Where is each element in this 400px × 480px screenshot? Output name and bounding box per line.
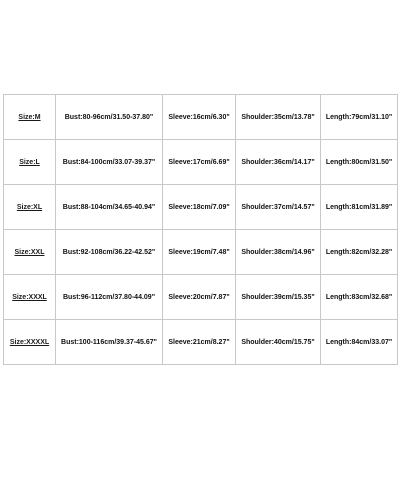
- bust-cell: Bust:100-116cm/39.37-45.67": [56, 320, 163, 365]
- shoulder-cell: Shoulder:38cm/14.96": [236, 230, 321, 275]
- size-cell: [4, 185, 56, 230]
- table-row: [4, 140, 398, 185]
- size-label: Size:M: [18, 113, 41, 121]
- shoulder-cell: Shoulder:37cm/14.57": [236, 185, 321, 230]
- size-cell: [4, 230, 56, 275]
- sleeve-cell: Sleeve:20cm/7.87": [163, 275, 236, 320]
- length-cell: Length:83cm/32.68": [321, 275, 398, 320]
- size-cell: [4, 95, 56, 140]
- length-cell: Length:79cm/31.10": [321, 95, 398, 140]
- table-row: [4, 230, 398, 275]
- size-label: Size:XXL: [14, 248, 45, 256]
- table-row: [4, 185, 398, 230]
- table-row: [4, 320, 398, 365]
- bust-cell: Bust:96-112cm/37.80-44.09": [56, 275, 163, 320]
- length-cell: Length:82cm/32.28": [321, 230, 398, 275]
- shoulder-cell: Shoulder:35cm/13.78": [236, 95, 321, 140]
- size-label: Size:XL: [16, 203, 43, 211]
- size-cell: [4, 140, 56, 185]
- sleeve-cell: Sleeve:17cm/6.69": [163, 140, 236, 185]
- size-cell: [4, 320, 56, 365]
- length-cell: Length:84cm/33.07": [321, 320, 398, 365]
- table-row: [4, 95, 398, 140]
- shoulder-cell: Shoulder:36cm/14.17": [236, 140, 321, 185]
- sleeve-cell: Sleeve:19cm/7.48": [163, 230, 236, 275]
- bust-cell: Bust:88-104cm/34.65-40.94": [56, 185, 163, 230]
- length-cell: Length:81cm/31.89": [321, 185, 398, 230]
- sleeve-cell: Sleeve:18cm/7.09": [163, 185, 236, 230]
- size-label: Size:XXXL: [12, 293, 47, 301]
- bust-cell: Bust:80-96cm/31.50-37.80": [56, 95, 163, 140]
- size-cell: [4, 275, 56, 320]
- size-label: Size:L: [19, 158, 40, 166]
- bust-cell: Bust:92-108cm/36.22-42.52": [56, 230, 163, 275]
- bust-cell: Bust:84-100cm/33.07-39.37": [56, 140, 163, 185]
- table-row: [4, 275, 398, 320]
- size-label: Size:XXXXL: [9, 338, 50, 346]
- size-chart-table: [3, 94, 398, 365]
- shoulder-cell: Shoulder:40cm/15.75": [236, 320, 321, 365]
- length-cell: Length:80cm/31.50": [321, 140, 398, 185]
- sleeve-cell: Sleeve:16cm/6.30": [163, 95, 236, 140]
- sleeve-cell: Sleeve:21cm/8.27": [163, 320, 236, 365]
- shoulder-cell: Shoulder:39cm/15.35": [236, 275, 321, 320]
